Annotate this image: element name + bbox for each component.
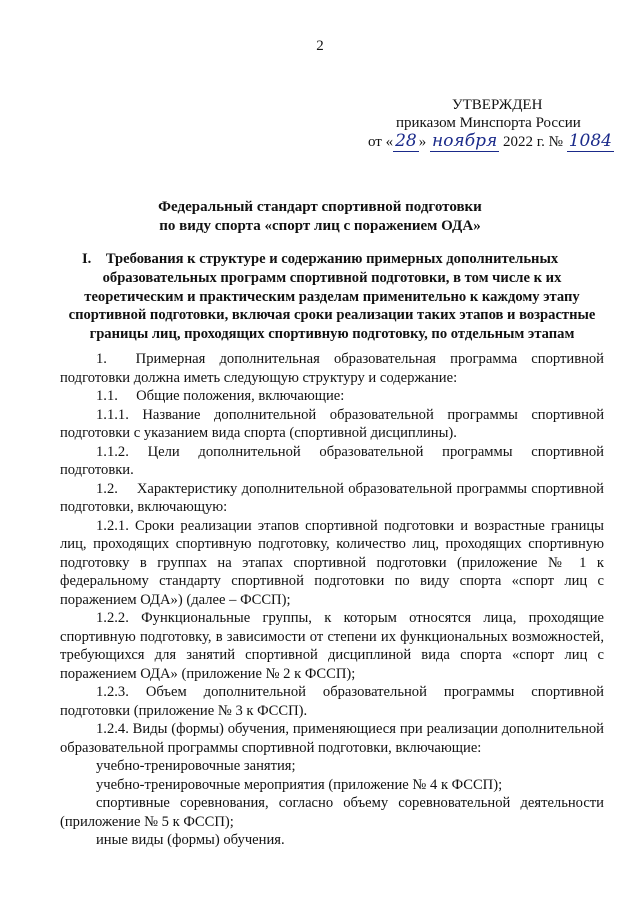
approval-date-line: [368, 132, 628, 151]
paragraph: 1.2.3. Объем дополнительной образовательной программы спортивной подготовки (приложение № 3 к ФССП).: [60, 684, 604, 719]
approval-block: [368, 96, 628, 151]
title-line-2: по виду спорта «спорт лиц с поражением ОДА»: [159, 218, 481, 234]
paragraph: 1.1.1. Название дополнительной образовательной программы спортивной подготовки с указанием вида спорта (спортивной дисциплины).: [60, 406, 604, 441]
paragraph: 1.2.1. Сроки реализации этапов спортивной подготовки и возрастные границы лиц, проходящих спортивную подготовку, количество лиц, проходящих спортивную подготовку в группах на этапах спортивной подготовки (приложение № 1 к федеральному стандарту спортивной подготовки по виду спорта «спорт лиц с поражением ОДА») (далее – ФССП);: [60, 517, 604, 608]
list-item: учебно-тренировочные занятия;: [96, 758, 296, 774]
date-prefix: от «: [368, 134, 394, 150]
paragraph: 1.2.2. Функциональные группы, к которым относятся лица, проходящие спортивную подготовку, в зависимости от степени их функциональных возможностей, требующихся для занятий спортивной дисциплиной вида спорта «спорт лиц с поражением ОДА» (приложение № 2 к ФССП);: [60, 610, 604, 682]
approval-heading: УТВЕРЖДЕН: [452, 97, 543, 113]
document-body: [60, 350, 604, 850]
section-heading: [60, 250, 604, 344]
paragraph: 1.2. Характеристику дополнительной образовательной программы спортивной подготовки, включающую:: [60, 480, 604, 515]
page-number: 2: [316, 38, 324, 54]
list-item: учебно-тренировочные мероприятия (приложение № 4 к ФССП);: [96, 776, 503, 793]
date-close-quote: »: [418, 134, 427, 150]
year-and-number-label: 2022 г. №: [502, 134, 563, 150]
handwritten-month: ноября: [432, 131, 498, 151]
approval-order: приказом Минспорта России: [396, 115, 581, 131]
paragraph: 1.1. Общие положения, включающие:: [96, 388, 345, 404]
section-title: Требования к структуре и содержанию примерных дополнительных образовательных программ спортивной подготовки, в том числе к их теоретическим и практическим разделам применительно к каждому этапу спортивной подготовки, включая сроки реализации таких этапов и возрастные границы лиц, проходящих спортивную подготовку, по отдельным этапам: [68, 251, 596, 343]
paragraph: 1.1.2. Цели дополнительной образовательной программы спортивной подготовки.: [60, 443, 604, 478]
paragraph: 1.2.4. Виды (формы) обучения, применяющиеся при реализации дополнительной образовательной программы спортивной подготовки, включающие:: [60, 721, 604, 756]
handwritten-order-number: 1084: [568, 131, 612, 151]
section-number: I.: [82, 251, 92, 267]
handwritten-day: 28: [395, 131, 417, 151]
list-item: иные виды (формы) обучения.: [96, 832, 285, 848]
paragraph: 1. Примерная дополнительная образовательная программа спортивной подготовки должна иметь следующую структуру и содержание:: [60, 351, 604, 386]
list-item: спортивные соревнования, согласно объему соревновательной деятельности (приложение № 5 к ФССП);: [60, 795, 604, 830]
title-line-1: Федеральный стандарт спортивной подготовки: [158, 199, 482, 215]
document-title: [60, 198, 580, 236]
